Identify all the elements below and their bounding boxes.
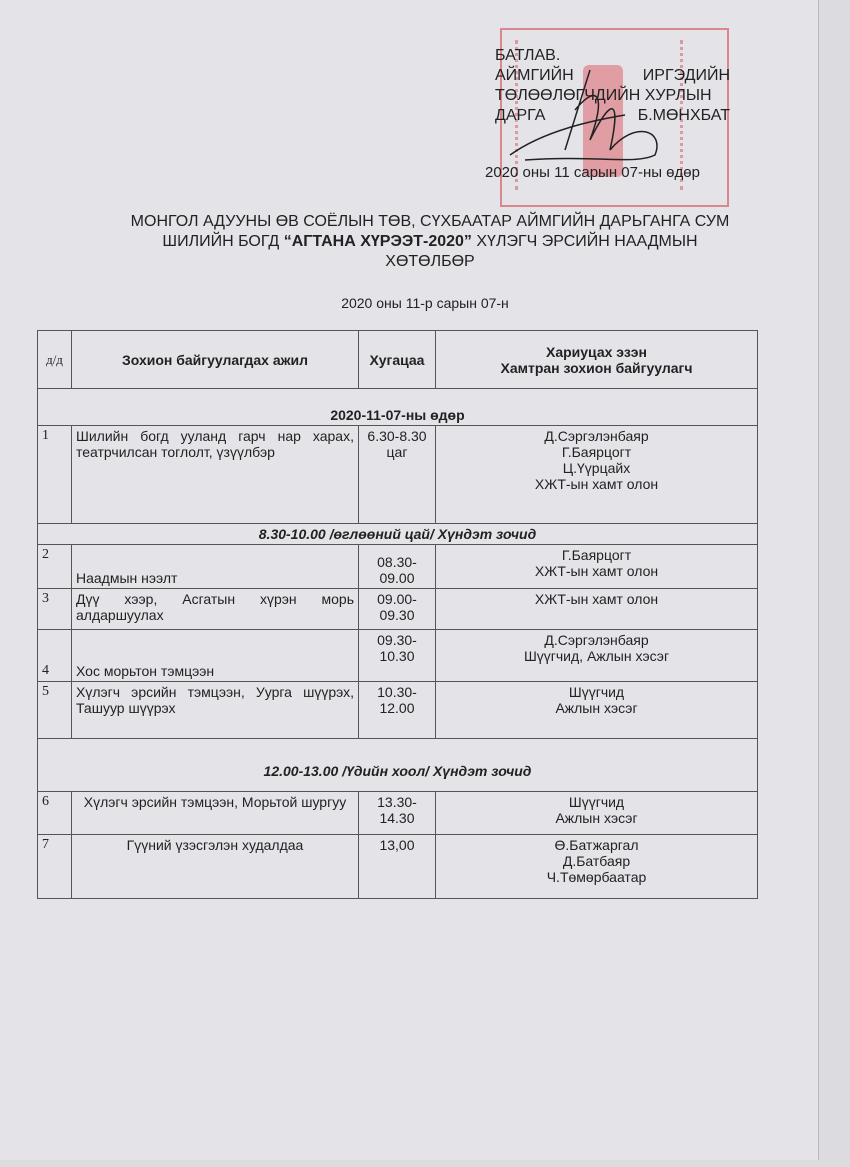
approval-text: ТӨЛӨӨЛӨГЧДИЙН ХУРЛЫН: [495, 87, 712, 104]
title-line: ХҮЛЭГЧ ЭРСИЙН НААДМЫН: [471, 233, 698, 250]
title-line: ШИЛИЙН БОГД: [162, 233, 284, 250]
program-date: 2020 оны 11-р сарын 07-н: [341, 295, 509, 311]
header-co-organizer: Хамтран зохион байгуулагч: [500, 359, 693, 376]
row-number: 4: [38, 630, 72, 682]
title-line: ХӨТӨЛБӨР: [385, 253, 475, 270]
approver-name: Б.МӨНХБАТ: [637, 107, 730, 124]
responsible-cell: [436, 835, 758, 899]
time-cell: 10.30-12.00: [359, 682, 436, 739]
approval-text: ДАРГА: [495, 107, 546, 124]
responsible-person: Ажлын хэсэг: [555, 810, 638, 826]
responsible-person: ХЖТ-ын хамт олон: [534, 476, 659, 492]
approval-text: АЙМГИЙН: [495, 67, 574, 84]
time-cell: 6.30-8.30 цаг: [359, 426, 436, 524]
section-breakfast: 8.30-10.00 /өглөөний цай/ Хүндэт зочид: [38, 524, 758, 545]
header-task: Зохион байгуулагдах ажил: [72, 331, 359, 389]
responsible-cell: [436, 630, 758, 682]
responsible-cell: [436, 792, 758, 835]
time-cell: 09.00-09.30: [359, 589, 436, 630]
header-responsible: Хариуцах эзэн: [545, 343, 647, 360]
time-cell: 09.30-10.30: [359, 630, 436, 682]
responsible-person: Д.Батбаяр: [562, 853, 631, 869]
table-row: [38, 589, 758, 630]
header-time: Хугацаа: [359, 331, 436, 389]
section-lunch: 12.00-13.00 /Үдийн хоол/ Хүндэт зочид: [38, 739, 758, 792]
row-number: 1: [38, 426, 72, 524]
approval-date: 2020 оны 11 сарын 07-ны өдөр: [485, 164, 700, 181]
task-cell: Наадмын нээлт: [72, 545, 359, 589]
row-number: 3: [38, 589, 72, 630]
time-cell: 13,00: [359, 835, 436, 899]
time-cell: 13.30-14.30: [359, 792, 436, 835]
event-name: “АГТАНА ХҮРЭЭТ-2020”: [283, 233, 472, 250]
table-row: [38, 545, 758, 589]
task-cell: Хос морьтон тэмцээн: [72, 630, 359, 682]
table-header: [38, 331, 758, 389]
row-number: 6: [38, 792, 72, 835]
task-cell: Гүүний үзэсгэлэн худалдаа: [72, 835, 359, 899]
day-heading: 2020-11-07-ны өдөр: [38, 389, 758, 426]
responsible-person: Ө.Батжаргал: [554, 837, 639, 853]
row-number: 7: [38, 835, 72, 899]
responsible-person: Шүүгчид: [568, 684, 625, 700]
task-cell: Хүлэгч эрсийн тэмцээн, Уурга шүүрэх, Ташуур шүүрэх: [72, 682, 359, 739]
approval-text: ИРГЭДИЙН: [642, 67, 730, 84]
responsible-person: Г.Баярцогт: [561, 444, 632, 460]
responsible-person: Д.Сэргэлэнбаяр: [544, 632, 649, 648]
responsible-person: Шүүгчид: [568, 794, 625, 810]
document-title: [40, 212, 820, 272]
row-number: 2: [38, 545, 72, 589]
responsible-person: Г.Баярцогт: [561, 547, 632, 563]
responsible-cell: [436, 545, 758, 589]
task-cell: Шилийн богд ууланд гарч нар харах, театрчилсан тоглолт, үзүүлбэр: [72, 426, 359, 524]
approval-heading: БАТЛАВ.: [495, 47, 561, 64]
row-number: 5: [38, 682, 72, 739]
table-row: [38, 682, 758, 739]
header-number: д/д: [38, 331, 72, 389]
responsible-person: Ч.Төмөрбаатар: [546, 869, 647, 885]
responsible-cell: [436, 682, 758, 739]
program-table: [37, 330, 758, 899]
table-row: [38, 426, 758, 524]
task-cell: Хүлэгч эрсийн тэмцээн, Морьтой шургуу: [72, 792, 359, 835]
responsible-cell: [436, 589, 758, 630]
responsible-person: Ц.Үүрцайх: [562, 460, 631, 476]
responsible-cell: [436, 426, 758, 524]
responsible-person: Д.Сэргэлэнбаяр: [544, 428, 649, 444]
responsible-person: Шүүгчид, Ажлын хэсэг: [523, 648, 670, 664]
responsible-person: ХЖТ-ын хамт олон: [534, 563, 659, 579]
responsible-person: ХЖТ-ын хамт олон: [534, 591, 659, 607]
title-line: МОНГОЛ АДУУНЫ ӨВ СОЁЛЫН ТӨВ, СҮХБААТАР АЙМГИЙН ДАРЬГАНГА СУМ: [130, 213, 730, 230]
handwritten-signature: [505, 60, 705, 170]
table-row: [38, 835, 758, 899]
table-row: [38, 792, 758, 835]
responsible-person: Ажлын хэсэг: [555, 700, 638, 716]
table-row: [38, 630, 758, 682]
task-cell: Дүү хээр, Асгатын хүрэн морь алдаршуулах: [72, 589, 359, 630]
time-cell: 08.30-09.00: [359, 545, 436, 589]
